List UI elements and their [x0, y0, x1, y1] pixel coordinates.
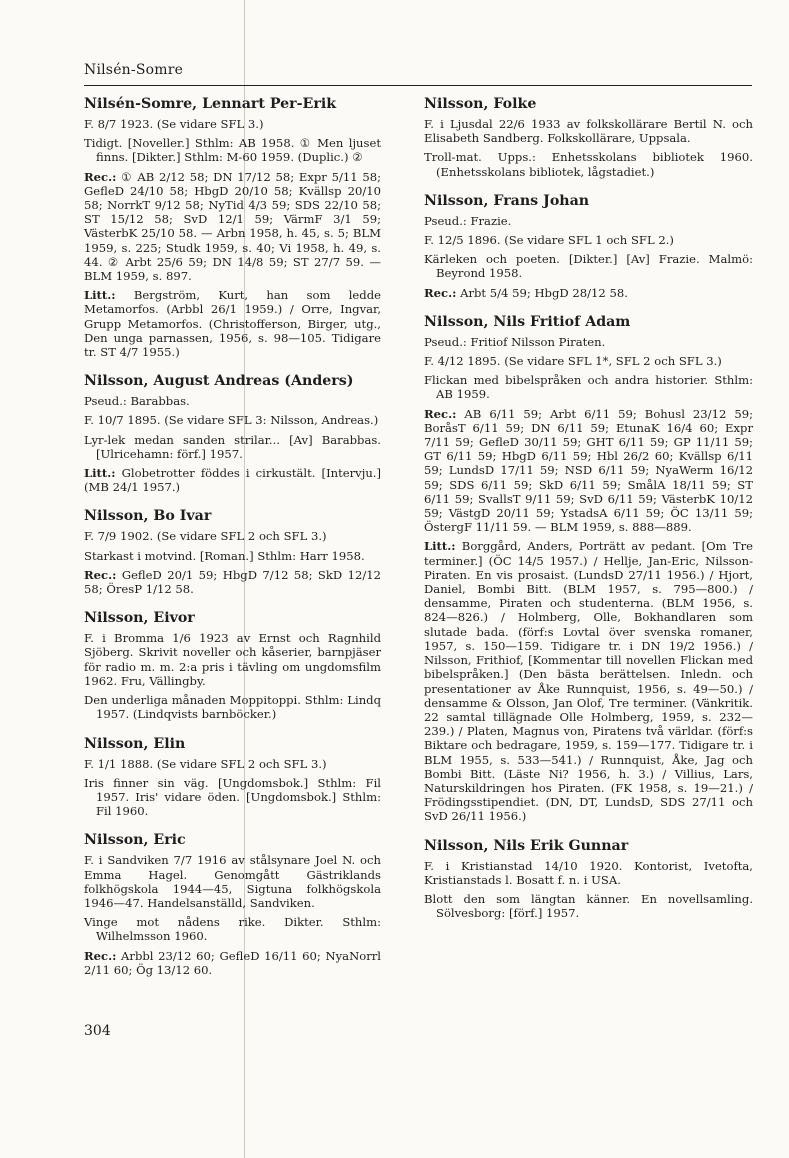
right-column	[424, 96, 753, 934]
page-number: 304	[84, 1023, 111, 1039]
entry-reference	[84, 170, 381, 284]
reference-text: AB 6/11 59; Arbt 6/11 59; Bohusl 23/12 59; BoråsT 6/11 59; DN 6/11 59; EtunaK 16/4 60; Expr 7/11 59; GefleD 30/11 59; GHT 6/11 59; GP 11/11 59; GT 6/11 59; HbgD 6/11 59; Hbl 26/2 60; Kvällsp 6/11 59; LundsD 17/11 59; NSD 6/11 59; NyaWerm 16/12 59; SDS 6/11 59; SkD 6/11 59; SmålA 18/11 59; ST 6/11 59; SvallsT 9/11 59; SvD 6/11 59; VästerbK 10/12 59; VästgD 20/11 59; YstadsA 6/11 59; ÖC 13/11 59; ÖstergF 11/11 59. — BLM 1959, s. 888—889.	[424, 406, 754, 535]
entry	[84, 508, 381, 596]
entry-heading: Nilsson, Eivor	[84, 610, 195, 627]
entry-reference	[84, 288, 381, 359]
entry	[84, 832, 381, 977]
left-column	[84, 96, 381, 991]
entry	[424, 193, 753, 300]
reference-text: Borggård, Anders, Porträtt av pedant. [Om Tre terminer.] (ÖC 14/5 1957.) / Hellje, Jan-Eric, Nilsson-Piraten. En vis prosaist. (LundsD 27/11 1956.) / Hjort, Daniel, Bombi Bitt. (BLM 1957, s. 795—800.) / densamme, Piraten och studenterna. (BLM 1956, s. 824—826.) / Holmberg, Olle, Bokhandlaren som slutade bada. (förf:s Lovtal över svenska romaner, 1957, s. 150—159. Tidigare tr. i DN 19/2 1956.) / Nilsson, Frithiof, [Kommentar till novellen Flickan med bibelspråken.] (Den bästa berättelsen. Inledn. och presentationer av Åke Runnquist, 1956, s. 49—50.) / densamme & Olsson, Jan Olof, Tre terminer. (Vänkritik. 22 samtal tillägnade Olle Holmberg, 1959, s. 232—239.) / Platen, Magnus von, Piratens två världar. (förf:s Biktare och bedragare, 1959, s. 159—177. Tidigare tr. i BLM 1955, s. 533—541.) / Runnquist, Åke, Jag och Bombi Bitt. (Läste Ni? 1956, h. 3.) / Villius, Lars, Naturskildringen hos Piraten. (FK 1958, s. 19—21.) / Frödingsstipendiet. (DN, DT, LundsD, SDS 27/11 och SvD 26/11 1956.)	[424, 539, 753, 824]
entry	[84, 96, 381, 359]
reference-text: Arbt 5/4 59; HbgD 28/12 58.	[460, 285, 628, 300]
reference-text: Bergström, Kurt, han som ledde Metamorfos. (Arbbl 26/1 1959.) / Orre, Ingvar, Grupp Metamorfos. (Christofferson, Birger, utg., Den unga parnassen, 1956, s. 98—105. Tidigare tr. ST 4/7 1955.)	[84, 288, 382, 360]
reference-label: Rec.:	[84, 169, 117, 184]
entry-bio: Pseud.: Barabbas.	[84, 394, 190, 409]
entry-heading: Nilsson, August Andreas (Anders)	[84, 373, 354, 390]
reference-label: Rec.:	[424, 406, 457, 421]
entry	[84, 610, 381, 721]
header-rule	[84, 85, 752, 86]
reference-text: Arbbl 23/12 60; GefleD 16/11 60; NyaNorrl 2/11 60; Ög 13/12 60.	[84, 948, 381, 977]
reference-label: Rec.:	[84, 567, 117, 582]
entry-bio: Pseud.: Fritiof Nilsson Piraten.	[424, 334, 606, 349]
entry-bio: F. 8/7 1923. (Se vidare SFL 3.)	[84, 117, 264, 131]
entry-work: Den underliga månaden Moppitoppi. Sthlm: Lindq 1957. (Lindqvists barnböcker.)	[84, 693, 381, 722]
reference-text: Globetrotter föddes i cirkustält. [Intervju.] (MB 24/1 1957.)	[84, 466, 381, 495]
reference-label: Litt.:	[84, 466, 116, 481]
entry-work: Vinge mot nådens rike. Dikter. Sthlm: Wilhelmsson 1960.	[84, 915, 381, 944]
entry-heading: Nilsén-Somre, Lennart Per-Erik	[84, 96, 337, 112]
entry-bio: F. 10/7 1895. (Se vidare SFL 3: Nilsson, Andreas.)	[84, 413, 379, 428]
entry-heading: Nilsson, Frans Johan	[424, 192, 590, 209]
entry-work: Troll-mat. Upps.: Enhetsskolans bibliotek 1960. (Enhetsskolans bibliotek, lågstadiet.)	[424, 150, 753, 179]
running-head: Nilsén-Somre	[84, 62, 184, 78]
entry-bio: F. i Bromma 1/6 1923 av Ernst och Ragnhild Sjöberg. Skrivit noveller och kåserier, barnpjäser för radio m. m. 2:a pris i tävling om ungdomsfilm 1962. Fru, Vällingby.	[84, 631, 381, 688]
entry-heading: Nilsson, Folke	[424, 96, 537, 112]
entry-bio: F. i Sandviken 7/7 1916 av stålsynare Joel N. och Emma Hagel. Genomgått Gästriklands folkhögskola 1944—45, Sigtuna folkhögskola 1946—47. Handelsanställd, Sandviken.	[84, 853, 381, 910]
reference-text: GefleD 20/1 59; HbgD 7/12 58; SkD 12/12 58; ÖresP 1/12 58.	[84, 567, 382, 597]
entry-reference	[424, 286, 753, 300]
reference-label: Rec.:	[424, 285, 457, 300]
reference-label: Litt.:	[424, 539, 456, 554]
entry-bio: Pseud.: Frazie.	[424, 213, 512, 228]
entry-work: Blott den som längtan känner. En novellsamling. Sölvesborg: [förf.] 1957.	[424, 891, 753, 921]
entry-heading: Nilsson, Eric	[84, 832, 186, 849]
entry	[424, 96, 753, 179]
entry-bio: F. i Kristianstad 14/10 1920. Kontorist, Ivetofta, Kristianstads l. Bosatt f. n. i USA.	[424, 858, 753, 887]
entry-reference	[424, 407, 753, 535]
entry-reference	[424, 539, 753, 823]
entry-work: Starkast i motvind. [Roman.] Sthlm: Harr 1958.	[84, 548, 365, 563]
entry-work: Flickan med bibelspråken och andra historier. Sthlm: AB 1959.	[424, 373, 753, 402]
entry-bio: F. 7/9 1902. (Se vidare SFL 2 och SFL 3.)	[84, 529, 327, 544]
entry-heading: Nilsson, Elin	[84, 735, 186, 752]
entry-reference	[84, 949, 381, 977]
entry-reference	[84, 568, 381, 596]
entry-bio: F. 12/5 1896. (Se vidare SFL 1 och SFL 2.)	[424, 233, 674, 248]
entry-bio: F. i Ljusdal 22/6 1933 av folkskollärare Bertil N. och Elisabeth Sandberg. Folkskollärare, Uppsala.	[424, 117, 753, 146]
entry-bio: F. 1/1 1888. (Se vidare SFL 2 och SFL 3.)	[84, 756, 327, 771]
entry-work: Tidigt. [Noveller.] Sthlm: AB 1958. ① Men ljuset finns. [Dikter.] Sthlm: M-60 1959. (Duplic.) ②	[84, 136, 381, 165]
entry-work: Kärleken och poeten. [Dikter.] [Av] Frazie. Malmö: Beyrond 1958.	[424, 252, 753, 281]
entry	[424, 838, 753, 921]
entry-heading: Nilsson, Nils Fritiof Adam	[424, 313, 631, 330]
entry	[84, 373, 381, 494]
entry-heading: Nilsson, Bo Ivar	[84, 508, 212, 525]
entry-work: Iris finner sin väg. [Ungdomsbok.] Sthlm: Fil 1957. Iris' vidare öden. [Ungdomsbok.] Sthlm: Fil 1960.	[84, 775, 381, 819]
entry	[424, 314, 753, 824]
reference-label: Litt.:	[84, 288, 116, 303]
reference-text: ① AB 2/12 58; DN 17/12 58; Expr 5/11 58; GefleD 24/10 58; HbgD 20/10 58; Kvällsp 20/10 58; NorrkT 9/12 58; NyTid 4/3 59; SDS 22/10 58; ST 15/12 58; SvD 12/1 59; VärmF 3/1 59; VästerbK 25/10 58. — Arbn 1958, h. 45, s. 5; BLM 1959, s. 225; Studk 1959, s. 40; Vi 1958, h. 49, s. 44. ② Arbt 25/6 59; DN 14/8 59; ST 27/7 59. — BLM 1959, s. 897.	[84, 169, 381, 284]
entry-work: Lyr-lek medan sanden strilar... [Av] Barabbas. [Ulricehamn: förf.] 1957.	[84, 432, 381, 461]
entry-bio: F. 4/12 1895. (Se vidare SFL 1*, SFL 2 och SFL 3.)	[424, 354, 722, 369]
entry-reference	[84, 466, 381, 494]
entry-heading: Nilsson, Nils Erik Gunnar	[424, 837, 629, 854]
entry	[84, 736, 381, 819]
reference-label: Rec.:	[84, 948, 117, 963]
